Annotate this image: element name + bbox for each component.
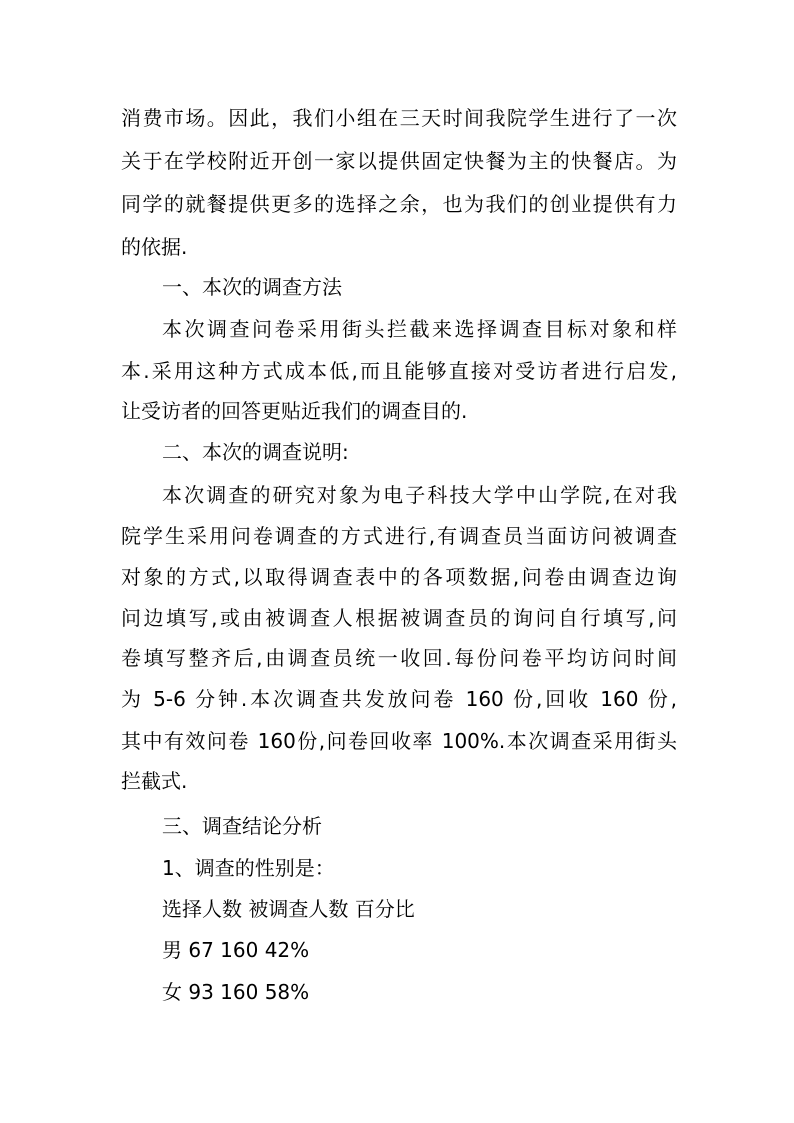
section-heading-description: 二、本次的调查说明:	[162, 440, 349, 464]
paragraph-line: 其中有效问卷 160份,问卷回收率 100%.本次调查采用街头	[121, 729, 677, 753]
paragraph-line: 本.采用这种方式成本低,而且能够直接对受访者进行启发,	[121, 359, 677, 383]
paragraph-line: 问边填写,或由被调查人根据被调查员的询问自行填写,问	[121, 606, 677, 630]
paragraph-line: 消费市场。因此，我们小组在三天时间我院学生进行了一次	[121, 106, 677, 130]
section-heading-method: 一、本次的调查方法	[162, 275, 342, 299]
paragraph-line: 让受访者的回答更贴近我们的调查目的.	[121, 399, 468, 423]
paragraph-line: 关于在学校附近开创一家以提供固定快餐为主的快餐店。为	[121, 149, 677, 173]
paragraph-line: 同学的就餐提供更多的选择之余，也为我们的创业提供有力	[121, 192, 677, 216]
paragraph-line: 院学生采用问卷调查的方式进行,有调查员当面访问被调查	[121, 524, 677, 548]
section-heading-analysis: 三、调查结论分析	[162, 814, 322, 838]
paragraph-line: 的依据.	[121, 235, 188, 259]
paragraph-line: 卷填写整齐后,由调查员统一收回.每份问卷平均访问时间	[121, 646, 677, 670]
paragraph-line: 拦截式.	[121, 769, 188, 793]
table-row: 女 93 160 58%	[162, 980, 310, 1004]
paragraph-line: 本次调查问卷采用街头拦截来选择调查目标对象和样	[162, 317, 677, 341]
table-row: 男 67 160 42%	[162, 938, 310, 962]
paragraph-line: 本次调查的研究对象为电子科技大学中山学院,在对我	[162, 483, 677, 507]
subheading-gender: 1、调查的性别是：	[162, 856, 335, 880]
table-header: 选择人数 被调查人数 百分比	[162, 897, 415, 921]
paragraph-line: 为 5-6 分钟.本次调查共发放问卷 160 份,回收 160 份,	[121, 687, 677, 711]
paragraph-line: 对象的方式,以取得调查表中的各项数据,问卷由调查边询	[121, 565, 677, 589]
